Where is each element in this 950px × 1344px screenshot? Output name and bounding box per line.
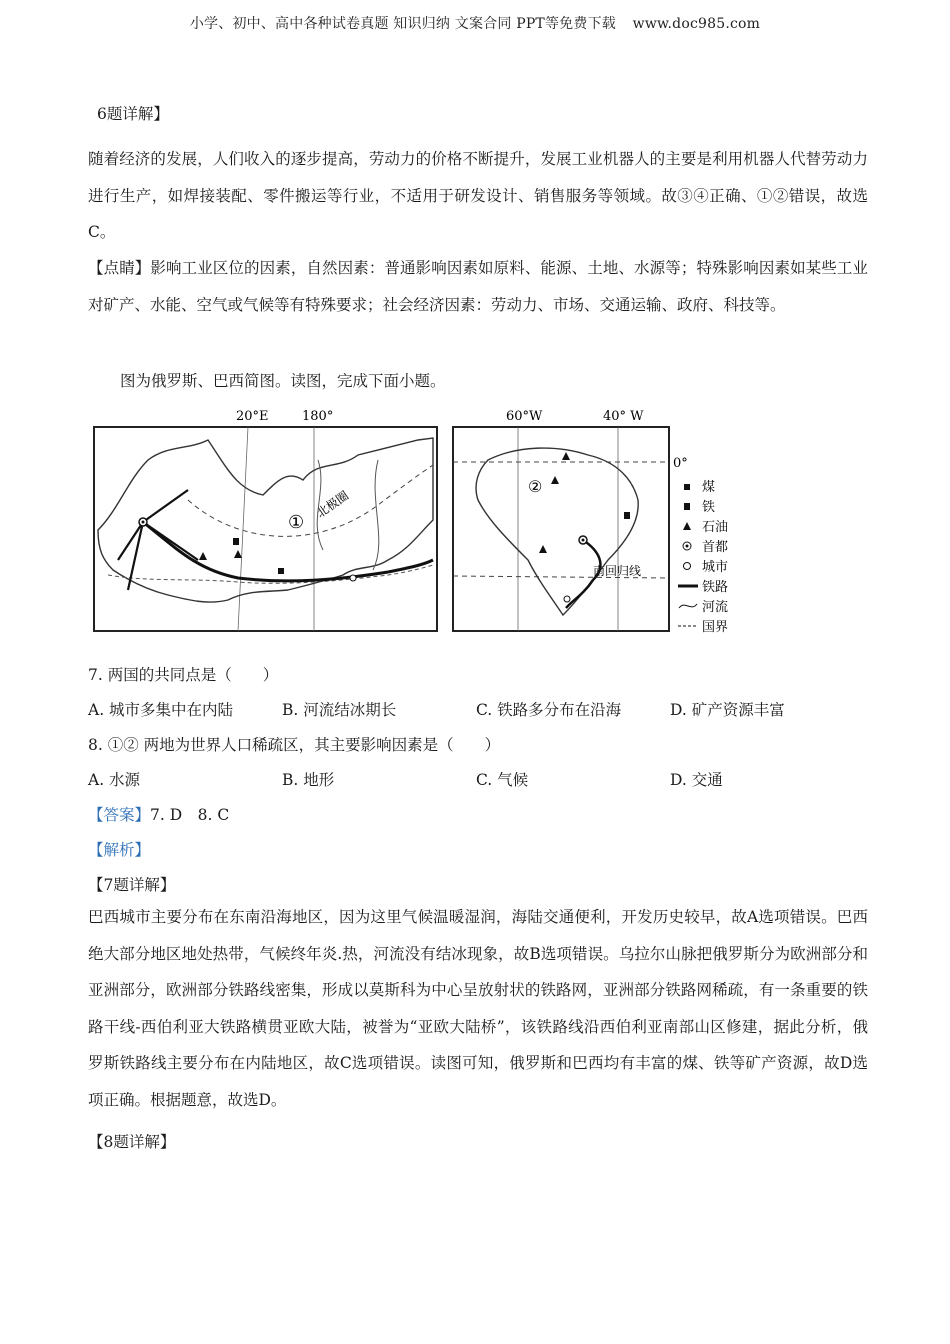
oil-mark bbox=[562, 452, 570, 460]
legend-city: 城市 bbox=[702, 560, 729, 575]
arctic-circle-label: 北极圈 bbox=[313, 488, 352, 521]
oil-mark bbox=[199, 552, 207, 560]
q7-option-a: A. 城市多集中在内陆 bbox=[88, 701, 234, 719]
q7-detail-heading: 【7题详解】 bbox=[88, 876, 176, 894]
answer-label: 【答案】 bbox=[88, 806, 151, 824]
q8-option-a: A. 水源 bbox=[88, 771, 141, 789]
legend-iron-icon bbox=[684, 503, 690, 510]
legend-oil-icon bbox=[683, 522, 691, 530]
region-2-label: ② bbox=[528, 477, 543, 496]
legend-iron: 铁 bbox=[702, 500, 716, 515]
legend-coal-icon bbox=[684, 484, 690, 490]
answer-line bbox=[88, 803, 229, 825]
russia-map-frame bbox=[94, 427, 437, 631]
legend-coal: 煤 bbox=[702, 480, 716, 495]
brazil-outline bbox=[476, 448, 638, 615]
point-label: 【点睛】 bbox=[88, 259, 151, 277]
brazil-lon-40w: 40° W bbox=[603, 409, 644, 424]
q7-option-d: D. 矿产资源丰富 bbox=[670, 701, 785, 719]
q8-option-d: D. 交通 bbox=[670, 771, 723, 789]
brazil-city bbox=[564, 596, 570, 602]
q7-stem: 7. 两国的共同点是（ ） bbox=[88, 666, 279, 684]
q8-option-c: C. 气候 bbox=[476, 771, 529, 789]
meridian-20e bbox=[238, 427, 248, 631]
legend-capital-dot bbox=[686, 545, 689, 548]
arctic-circle-line bbox=[188, 465, 433, 536]
q8-detail-heading: 【8题详解】 bbox=[88, 1133, 176, 1151]
legend-railway: 铁路 bbox=[702, 580, 729, 595]
legend-oil: 石油 bbox=[702, 520, 729, 535]
q6-point bbox=[88, 250, 868, 323]
legend-capital: 首都 bbox=[702, 540, 729, 555]
oil-mark bbox=[539, 545, 547, 553]
q7-option-b: B. 河流结冰期长 bbox=[282, 701, 397, 719]
european-railways bbox=[118, 490, 198, 590]
legend-border: 国界 bbox=[702, 620, 729, 635]
q8-stem: 8. ①② 两地为世界人口稀疏区，其主要影响因素是（ ） bbox=[88, 736, 501, 754]
russia-city bbox=[350, 575, 356, 581]
legend-city-icon bbox=[684, 563, 691, 570]
russia-outline bbox=[98, 438, 433, 602]
map-legend bbox=[678, 479, 728, 635]
header-text: 小学、初中、高中各种试卷真题 知识归纳 文案合同 PPT等免费下载 bbox=[189, 16, 616, 32]
q8-option-b: B. 地形 bbox=[282, 771, 335, 789]
q7-option-c: C. 铁路多分布在沿海 bbox=[476, 701, 622, 719]
map-intro: 图为俄罗斯、巴西简图。读图，完成下面小题。 bbox=[120, 372, 446, 390]
point-text: 影响工业区位的因素，自然因素：普通影响因素如原料、能源、土地、水源等；特殊影响因素如某些工业对矿产、水能、空气或气候等有特殊要求；社会经济因素：劳动力、市场、交通运输、政府、科技等。 bbox=[88, 259, 868, 314]
coal-mark bbox=[278, 568, 284, 574]
oil-mark bbox=[551, 476, 559, 484]
oil-mark bbox=[234, 550, 242, 558]
analysis-label: 【解析】 bbox=[88, 841, 151, 859]
legend-river: 河流 bbox=[702, 600, 729, 615]
header-url: www.doc985.com bbox=[632, 16, 761, 32]
russia-lon-20e: 20°E bbox=[236, 409, 269, 424]
legend-river-icon bbox=[679, 604, 697, 608]
brazil-map-frame bbox=[453, 427, 669, 631]
answer-text: 7. D 8. C bbox=[150, 806, 230, 824]
q6-heading: 6题详解】 bbox=[97, 105, 169, 123]
page-header bbox=[0, 13, 950, 33]
brazil-lon-60w: 60°W bbox=[506, 409, 543, 424]
russia-lon-180: 180° bbox=[302, 409, 334, 424]
iron-mark bbox=[624, 512, 630, 519]
equator-label: 0° bbox=[673, 456, 688, 471]
russia-brazil-map bbox=[88, 400, 748, 635]
q7-detail-body: 巴西城市主要分布在东南沿海地区，因为这里气候温暖湿润，海陆交通便利，开发历史较早，故A选项错误。巴西绝大部分地区地处热带，气候终年炎.热，河流没有结冰现象，故B选项错误。乌拉尔山脉把俄罗斯分为欧洲部分和亚洲部分，欧洲部分铁路线密集，形成以莫斯科为中心呈放射状的铁路网，亚洲部分铁路网稀疏，有一条重要的铁路干线-西伯利亚大铁路横贯亚欧大陆，被誉为“亚欧大陆桥”，该铁路线沿西伯利亚南部山区修建，据此分析，俄罗斯铁路线主要分布在内陆地区，故C选项错误。读图可知，俄罗斯和巴西均有丰富的煤、铁等矿产资源，故D选项正确。根据题意，故选D。 bbox=[88, 908, 868, 1109]
region-1-label: ① bbox=[288, 512, 305, 533]
brasilia-capital-dot bbox=[582, 539, 585, 542]
q6-body: 随着经济的发展，人们收入的逐步提高，劳动力的价格不断提升，发展工业机器人的主要是利用机器人代替劳动力进行生产，如焊接装配、零件搬运等行业，不适用于研发设计、销售服务等领域。故③④正确、①②错误，故选C。 bbox=[88, 150, 868, 241]
iron-mark bbox=[233, 538, 239, 545]
moscow-capital-dot bbox=[142, 521, 145, 524]
tropic-label: 南回归线 bbox=[593, 564, 642, 578]
